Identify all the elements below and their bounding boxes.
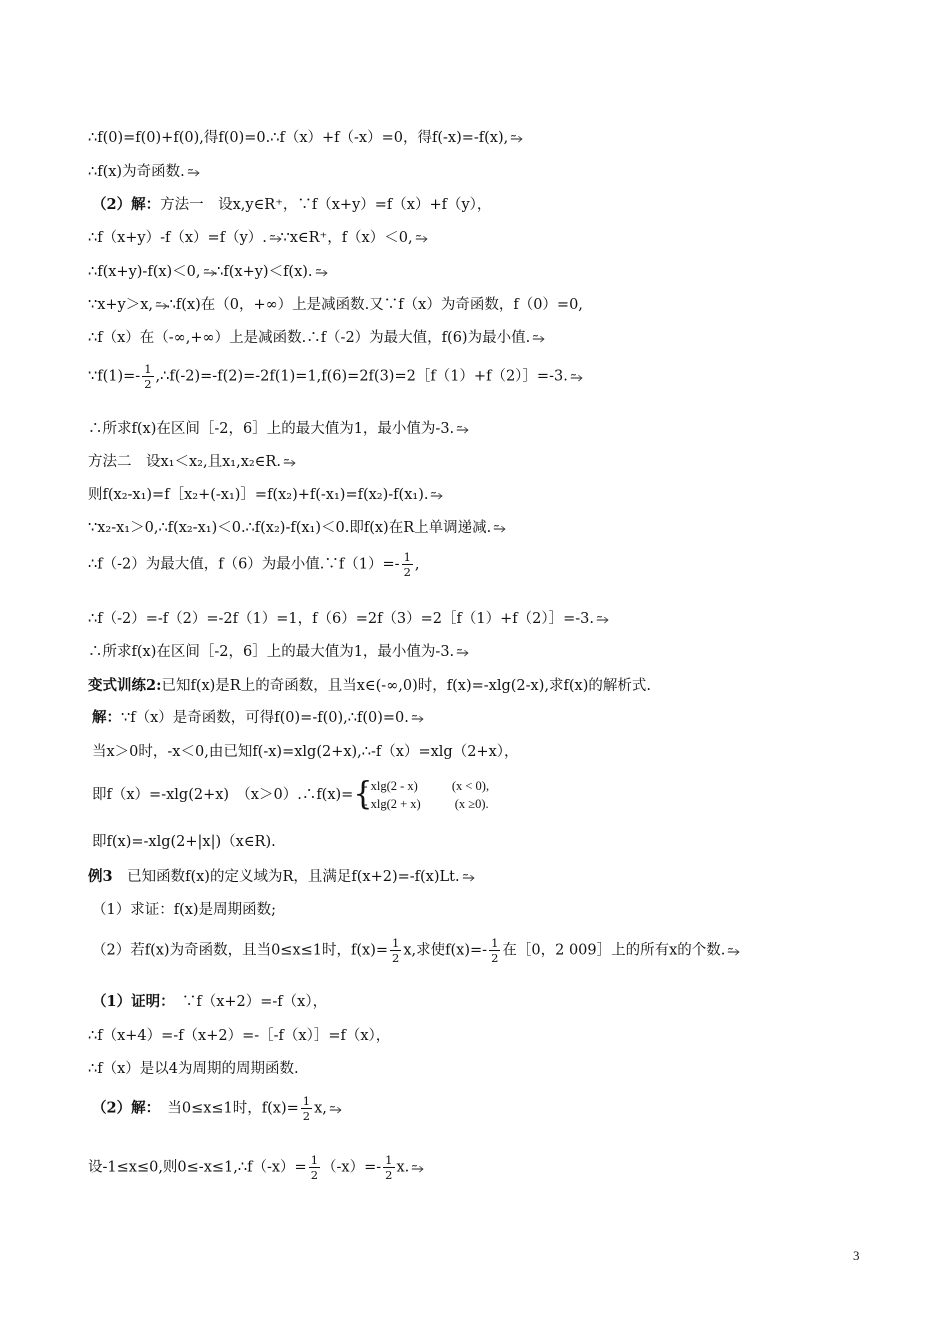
text-line-4: ∴f（x+y）-f（x）=f（y）. ⥲∵x∈R⁺，f（x）＜0, ⥲ [88, 230, 428, 246]
text-line-10: 方法二 设x₁＜x₂,且x₁,x₂∈R. ⥲ [88, 454, 297, 470]
edit-mark-icon: ⥲ [727, 943, 741, 958]
edit-mark-icon: ⥲ [462, 870, 475, 884]
left-brace: { [353, 776, 373, 813]
text-line-9: ∴所求f(x)在区间［-2，6］上的最大值为1，最小值为-3. ⥲ [88, 421, 470, 437]
text-line-5: ∴f(x+y)-f(x)＜0, ⥲∴f(x+y)＜f(x). ⥲ [88, 264, 328, 280]
text-line-25: ∴f（x+4）=-f（x+2）=-［-f（x）］=f（x）， [88, 1028, 391, 1044]
text-line-15: ∴所求f(x)在区间［-2，6］上的最大值为1，最小值为-3. ⥲ [88, 644, 470, 660]
text-line-18: 当x＞0时，-x＜0,由已知f(-x)=xlg(2+x),∴-f（x）=xlg（2+x）， [92, 744, 519, 760]
edit-mark-icon: ⥲ [532, 331, 546, 345]
text-line-26: ∴f（x）是以4为周期的周期函数. [88, 1061, 299, 1077]
edit-mark-icon: ⥲ [187, 165, 200, 179]
fraction-one-half: $\frac{1}{2}$ [403, 550, 411, 579]
text-line-16: 变式训练2:已知f(x)是R上的奇函数，且当x∈(-∞,0)时，f(x)=-xlg(2-x),求f(x)的解析式. [88, 677, 651, 694]
fraction-one-half: $\frac{1}{2}$ [310, 1153, 319, 1182]
fraction-one-half: $\frac{1}{2}$ [302, 1094, 311, 1123]
text-line-2: ∴f(x)为奇函数. ⥲ [88, 164, 200, 180]
text-line-21: 例3 已知函数f(x)的定义域为R，且满足f(x+2)=-f(x)Lt. ⥲ [88, 868, 475, 885]
fraction-one-half: $\frac{1}{2}$ [491, 936, 499, 965]
text-line-3: （2）解：方法一 设x,y∈R⁺，∵f（x+y）=f（x）+f（y）， [92, 196, 492, 213]
edit-mark-icon: ⥲ [510, 131, 524, 145]
text-line-28: 设-1≤x≤0,则0≤-x≤1,∴f（-x）= $\frac{1}{2}$ （-x）=- $\frac{1}{2}$ x. ⥲ [88, 1153, 425, 1182]
fraction-one-half: $\frac{1}{2}$ [144, 362, 152, 391]
text-line-27: （2）解： 当0≤x≤1时，f(x)= $\frac{1}{2}$ x, ⥲ [92, 1094, 342, 1123]
edit-mark-icon: ⥲ [456, 422, 470, 436]
text-line-24: （1）证明： ∵f（x+2）=-f（x）， [92, 993, 328, 1010]
text-line-20: 即f(x)=-xlg(2+|x|)（x∈R). [92, 834, 276, 850]
edit-mark-icon: ⥲ [203, 265, 216, 279]
text-line-1: ∴f(0)=f(0)+f(0),得f(0)=0.∴f（x）+f（-x）=0，得f(-x)=-f(x), ⥲ [88, 130, 524, 146]
edit-mark-icon: ⥲ [155, 298, 169, 312]
edit-mark-icon: ⥲ [411, 711, 424, 725]
piecewise-function: { - xlg(2 - x) (x < 0), - xlg(2 + x) (x ≥0). [353, 776, 490, 813]
edit-mark-icon: ⥲ [493, 521, 507, 535]
edit-mark-icon: ⥲ [269, 231, 282, 245]
text-line-13: ∴f（-2）为最大值，f（6）为最小值.∵f（1）=- $\frac{1}{2}$ , [88, 550, 420, 579]
text-line-8: ∵f(1)=- $\frac{1}{2}$ ,∴f(-2)=-f(2)=-2f(1)=1,f(6)=2f(3)=2［f（1）+f（2）］=-3. ⥲ [88, 362, 583, 391]
edit-mark-icon: ⥲ [570, 369, 583, 384]
fraction-one-half: $\frac{1}{2}$ [385, 1153, 393, 1182]
text-line-23: （2）若f(x)为奇函数，且当0≤x≤1时，f(x)= $\frac{1}{2}$ x,求使f(x)=- $\frac{1}{2}$ 在［0，2 009］上的所有x的个数. ⥲ [92, 936, 741, 965]
text-line-17: 解：∵f（x）是奇函数，可得f(0)=-f(0),∴f(0)=0. ⥲ [92, 709, 424, 726]
edit-mark-icon: ⥲ [415, 231, 428, 245]
edit-mark-icon: ⥲ [411, 1160, 425, 1175]
text-line-22: （1）求证：f(x)是周期函数; [92, 902, 276, 918]
edit-mark-icon: ⥲ [431, 488, 444, 502]
edit-mark-icon: ⥲ [456, 645, 470, 659]
edit-mark-icon: ⥲ [283, 455, 297, 469]
edit-mark-icon: ⥲ [596, 612, 610, 626]
edit-mark-icon: ⥲ [315, 265, 328, 279]
page-number: 3 [853, 1248, 860, 1263]
text-line-14: ∴f（-2）=-f（2）=-2f（1）=1，f（6）=2f（3）=2［f（1）+f（2）］=-3. ⥲ [88, 611, 610, 627]
text-line-19: 即f（x）=-xlg(2+x) （x＞0）.∴f(x)= { - xlg(2 - x) (x < 0), - xlg(2 + x) (x ≥0). [92, 776, 490, 813]
text-line-6: ∵x+y＞x, ⥲∴f(x)在（0，+∞）上是减函数.又∵f（x）为奇函数，f（0）=0, [88, 297, 583, 313]
text-line-7: ∴f（x）在（-∞,+∞）上是减函数.∴f（-2）为最大值，f(6)为最小值. ⥲ [88, 330, 546, 346]
text-line-11: 则f(x₂-x₁)=f［x₂+(-x₁)］=f(x₂)+f(-x₁)=f(x₂)-f(x₁). ⥲ [88, 487, 444, 503]
text-line-12: ∵x₂-x₁＞0,∴f(x₂-x₁)＜0.∴f(x₂)-f(x₁)＜0.即f(x)在R上单调递减. ⥲ [88, 520, 507, 536]
edit-mark-icon: ⥲ [329, 1101, 342, 1116]
fraction-one-half: $\frac{1}{2}$ [392, 936, 400, 965]
